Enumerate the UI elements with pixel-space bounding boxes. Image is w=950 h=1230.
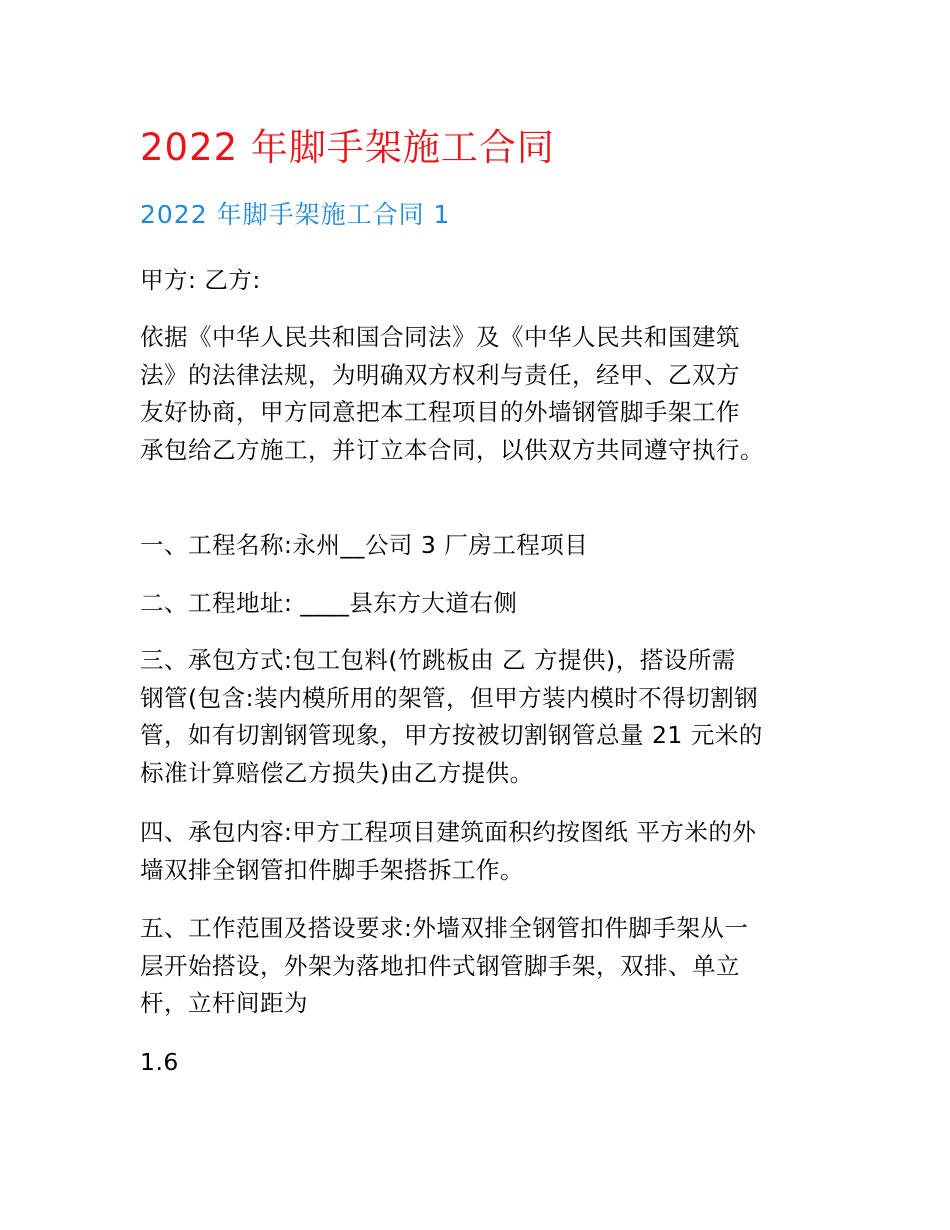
section-heading: 2022 年脚手架施工合同 1 <box>140 200 451 229</box>
parties-paragraph <box>140 262 820 300</box>
clause-work-scope <box>140 910 820 1023</box>
clause-project-name <box>140 527 820 565</box>
clause-project-address <box>140 585 820 623</box>
paragraph-line: 二、工程地址: ____县东方大道右侧 <box>140 589 518 617</box>
paragraph-line: 五、工作范围及搭设要求:外墙双排全钢管扣件脚手架从一 <box>140 914 749 942</box>
paragraph-line: 友好协商，甲方同意把本工程项目的外墙钢管脚手架工作 <box>140 398 740 426</box>
clause-contract-method <box>140 642 820 792</box>
paragraph-line: 标准计算赔偿乙方损失)由乙方提供。 <box>140 758 534 787</box>
paragraph-line: 甲方: 乙方: <box>140 266 261 294</box>
paragraph-line: 层开始搭设，外架为落地扣件式钢管脚手架，双排、单立 <box>140 951 740 980</box>
clause-contract-content <box>140 814 820 889</box>
paragraph-line: 依据《中华人民共和国合同法》及《中华人民共和国建筑 <box>140 323 740 351</box>
paragraph-line: 管，如有切割钢管现象，甲方按被切割钢管总量 21 元米的 <box>140 721 763 749</box>
paragraph-line: 承包给乙方施工，并订立本合同，以供双方共同遵守执行。 <box>140 435 764 464</box>
paragraph-line: 1.6 <box>140 1048 179 1076</box>
spacing-value <box>140 1044 820 1082</box>
document-title: 2022 年脚手架施工合同 <box>140 126 555 169</box>
preamble-paragraph <box>140 319 820 469</box>
paragraph-line: 钢管(包含:装内模所用的架管，但甲方装内模时不得切割钢 <box>140 683 759 712</box>
paragraph-line: 杆，立杆间距为 <box>140 989 308 1017</box>
paragraph-line: 墙双排全钢管扣件脚手架搭拆工作。 <box>140 855 524 884</box>
paragraph-line: 法》的法律法规，为明确双方权利与责任，经甲、乙双方 <box>140 360 740 389</box>
paragraph-line: 一、工程名称:永州__公司 3 厂房工程项目 <box>140 531 589 559</box>
paragraph-line: 三、承包方式:包工包料(竹跳板由 乙 方提供)，搭设所需 <box>140 646 736 674</box>
paragraph-line: 四、承包内容:甲方工程项目建筑面积约按图纸 平方米的外 <box>140 818 757 846</box>
